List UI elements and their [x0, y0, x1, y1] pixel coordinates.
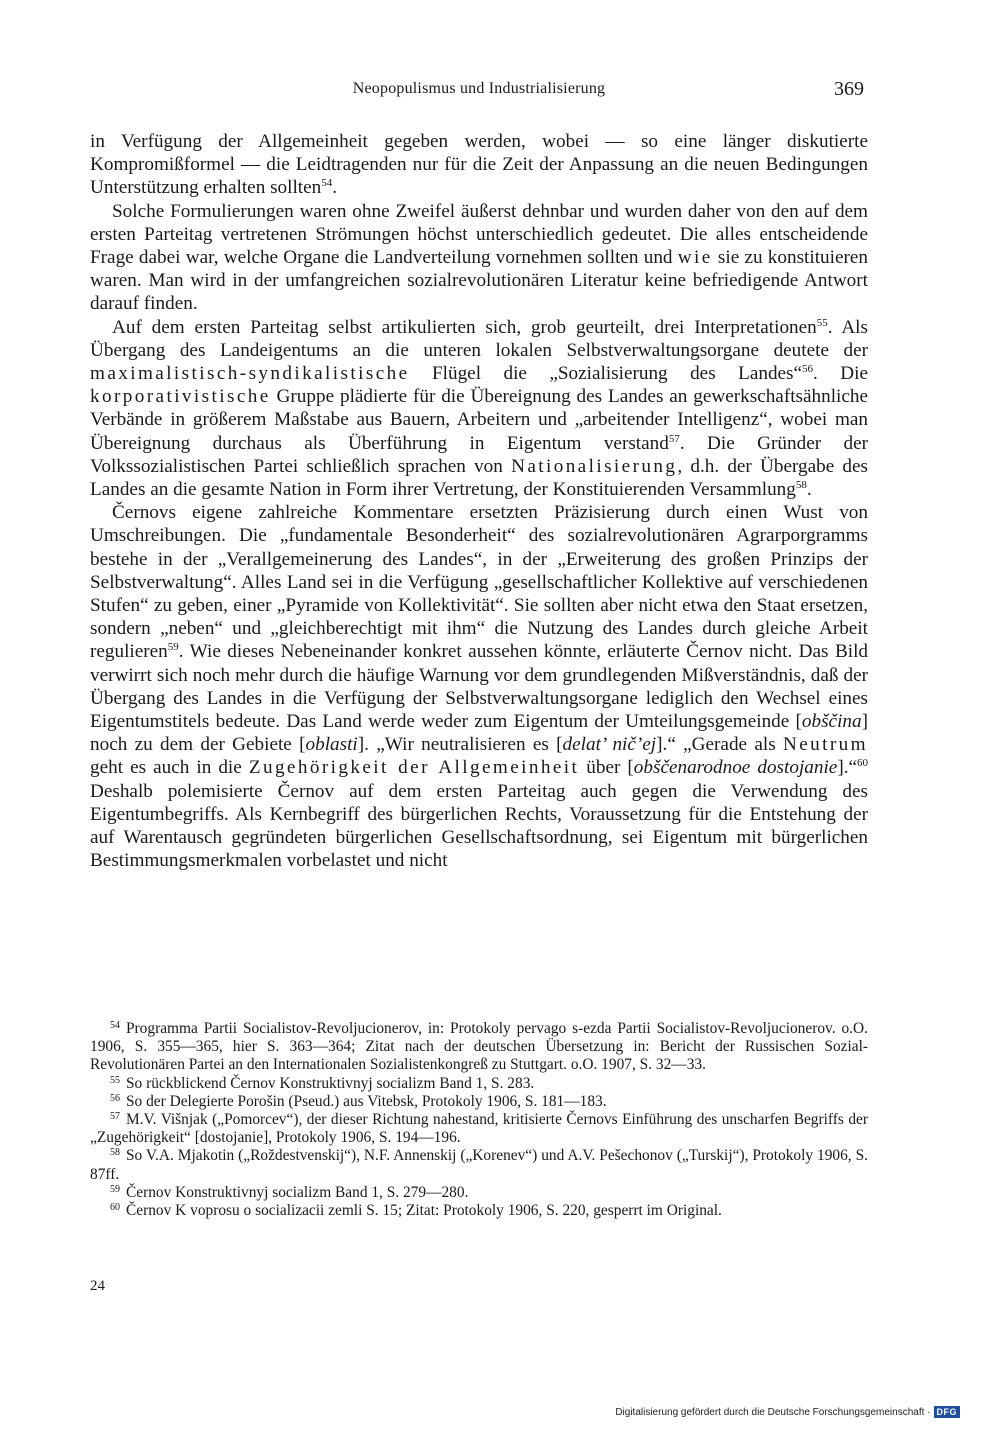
digitization-credit — [615, 1406, 960, 1418]
credit-text: Digitalisierung gefördert durch die Deutsche Forschungsgemeinschaft · — [615, 1406, 931, 1418]
russian-term: oblasti — [305, 734, 358, 756]
body-text — [90, 130, 868, 873]
footnote — [90, 1075, 868, 1093]
footnote-text: So rückblickend Černov Konstruktivnyj socializm Band 1, S. 283. — [126, 1074, 535, 1092]
footnote — [90, 1202, 868, 1220]
footnote-text: So der Delegierte Porošin (Pseud.) aus Vitebsk, Protokoly 1906, S. 181—183. — [126, 1092, 607, 1110]
running-head — [90, 78, 868, 104]
emphasis: Nationalisierung — [511, 455, 678, 477]
footnote-number: 60 — [110, 1202, 120, 1214]
footnote-ref[interactable]: 58 — [795, 479, 807, 492]
paragraph-2: Solche Formulierungen waren ohne Zweifel äußerst dehnbar und wurden daher von den auf dem ersten Parteitag vertretenen Strömungen höchst unterschiedlich gedeutet. Die alles entscheidende Frage dabei war, welche Organe die Landverteilung vornehmen sollten und wie sie zu konstituieren waren. Man wird in der umfangreichen sozialrevolutionären Literatur keine befriedigende Antwort darauf finden. — [90, 200, 868, 315]
emphasis: Zugehörigkeit der Allgemeinheit — [248, 757, 580, 779]
page-number: 369 — [834, 78, 864, 100]
footnote — [90, 1147, 868, 1183]
footnote-number: 54 — [110, 1020, 120, 1031]
dfg-logo: DFG — [934, 1406, 961, 1418]
footnote-number: 55 — [110, 1074, 120, 1086]
footnote-number: 56 — [110, 1092, 120, 1104]
emphasis: Neutrum — [782, 734, 868, 756]
emphasis: wie — [677, 247, 713, 269]
footnote — [90, 1020, 868, 1075]
footnote-text: Programma Partii Socialistov-Revoljucionerov, in: Protokoly pervago s-ezda Partii Socialistov-Revoljucionerov. o.O. 1906, S. 355—365, hier S. 363—364; Zitat nach der deutschen Übersetzung in: Bericht der Russischen Sozial-Revolutionären Partei an den Internationalen Sozialistenkongreß zu Stuttgart. o.O. 1907, S. 32—33. — [90, 1020, 868, 1074]
paragraph-4: Černovs eigene zahlreiche Kommentare ersetzten Präzisierung durch einen Wust von Umschreibungen. Die „fundamentale Besonderheit“ des sozialrevolutionären Agrarporgramms bestehe in der „Verallgemeinerung des Landes“, in der „Erweiterung des großen Prinzips der Selbstverwaltung“. Alles Land sei in die Verfügung „gesellschaftlicher Kollektive auf verschiedenen Stufen“ zu geben, einer „Pyramide von Kollektivität“. Sie sollten aber nicht etwa den Staat ersetzen, sondern „neben“ und „gleichberechtigt mit ihm“ die Nutzung des Landes durch gleiche Arbeit regulieren$^{59}$. Wie dieses Nebeneinander konkret aussehen könnte, erläuterte Černov nicht. Das Bild verwirrt sich noch mehr durch die häufige Warnung vor dem grundlegenden Mißverständnis, daß der Übergang des Landes in die Verfügung der Selbstverwaltungsorgane lediglich den Wechsel eines Eigentumstitels bedeute. Das Land werde weder zum Eigentum der Umteilungsgemeinde [obščina] noch zu dem der Gebiete [oblasti]. „Wir neutralisieren es [delat’ nič’ej].“ „Gerade als Neutrum geht es auch in die Zugehörigkeit der Allgemeinheit über [obščenarodnoe dostojanie].“$^{60}$ Deshalb polemisierte Černov auf dem ersten Parteitag auch gegen die Verwendung des Eigentumbegriffs. Als Kernbegriff des bürgerlichen Rechts, Voraussetzung für die Entstehung der auf Warentausch gegründeten bürgerlichen Gesellschaftsordnung, sei Eigentum mit bürgerlichen Bestimmungsmerkmalen vorbelastet und nicht — [90, 502, 869, 872]
russian-term: obščina — [801, 711, 862, 733]
footnote — [90, 1093, 868, 1111]
footnote-number: 58 — [110, 1147, 120, 1159]
footnote-number: 57 — [110, 1111, 120, 1123]
footnote — [90, 1184, 868, 1202]
footnote-text: Černov K voprosu o socializacii zemli S. 15; Zitat: Protokoly 1906, S. 220, gesperrt im Original. — [126, 1202, 722, 1220]
footnote — [90, 1111, 868, 1147]
footnote-number: 59 — [110, 1183, 120, 1195]
footnote-ref[interactable]: 55 — [816, 316, 828, 329]
footnote-ref[interactable]: 54 — [321, 177, 333, 190]
footnote-ref[interactable]: 56 — [802, 363, 814, 376]
emphasis: korporativistische — [90, 386, 271, 408]
russian-term: obščenarodnoe dostojanie — [633, 757, 838, 779]
russian-term: delat’ nič’ej — [562, 734, 657, 756]
footnote-text: Černov Konstruktivnyj socializm Band 1, S. 279—280. — [126, 1183, 469, 1201]
paragraph-3: Auf dem ersten Parteitag selbst artikulierten sich, grob geurteilt, drei Interpretationen$^{55}$. Als Übergang des Landeigentums an die unteren lokalen Selbstverwaltungsorgane deutete der maximalistisch-syndikalistische Flügel die „Sozialisierung des Landes“$^{56}$. Die korporativistische Gruppe plädierte für die Übereignung des Landes an gewerkschaftsähnliche Verbände in größerem Maßstabe aus Bauern, Arbeitern und „arbeitender Intelligenz“, wobei man Übereignung durchaus als Überführung in Eigentum verstand$^{57}$. Die Gründer der Volkssozialistischen Partei schließlich sprachen von Nationalisierung, d.h. der Übergabe des Landes an die gesamte Nation in Form ihrer Vertretung, der Konstituierenden Versammlung$^{58}$. — [90, 316, 869, 501]
footnote-text: So V.A. Mjakotin („Roždestvenskij“), N.F. Annenskij („Korenev“) und A.V. Pešechonov („Turskij“), Protokoly 1906, S. 87ff. — [90, 1147, 868, 1183]
footnote-ref[interactable]: 57 — [668, 432, 680, 445]
running-title: Neopopulismus und Industrialisierung — [352, 80, 606, 97]
footnotes — [90, 1020, 868, 1220]
footnote-ref[interactable]: 59 — [167, 641, 179, 654]
emphasis: maximalistisch-syndikalistische — [90, 363, 410, 385]
footnote-text: M.V. Višnjak („Pomorcev“), der dieser Richtung nahestand, kritisierte Černovs Einführung des unscharfen Begriffs der „Zugehörigkeit“ [dostojanie], Protokoly 1906, S. 194—196. — [90, 1111, 868, 1147]
paragraph-1: in Verfügung der Allgemeinheit gegeben werden, wobei — so eine länger diskutierte Kompromißformel — die Leidtragenden nur für die Zeit der Anpassung an die neuen Bedingungen Unterstützung erhalten sollten$^{54}$. — [90, 131, 868, 199]
signature-mark: 24 — [90, 1278, 105, 1294]
footnote-ref[interactable]: 60 — [857, 757, 869, 770]
